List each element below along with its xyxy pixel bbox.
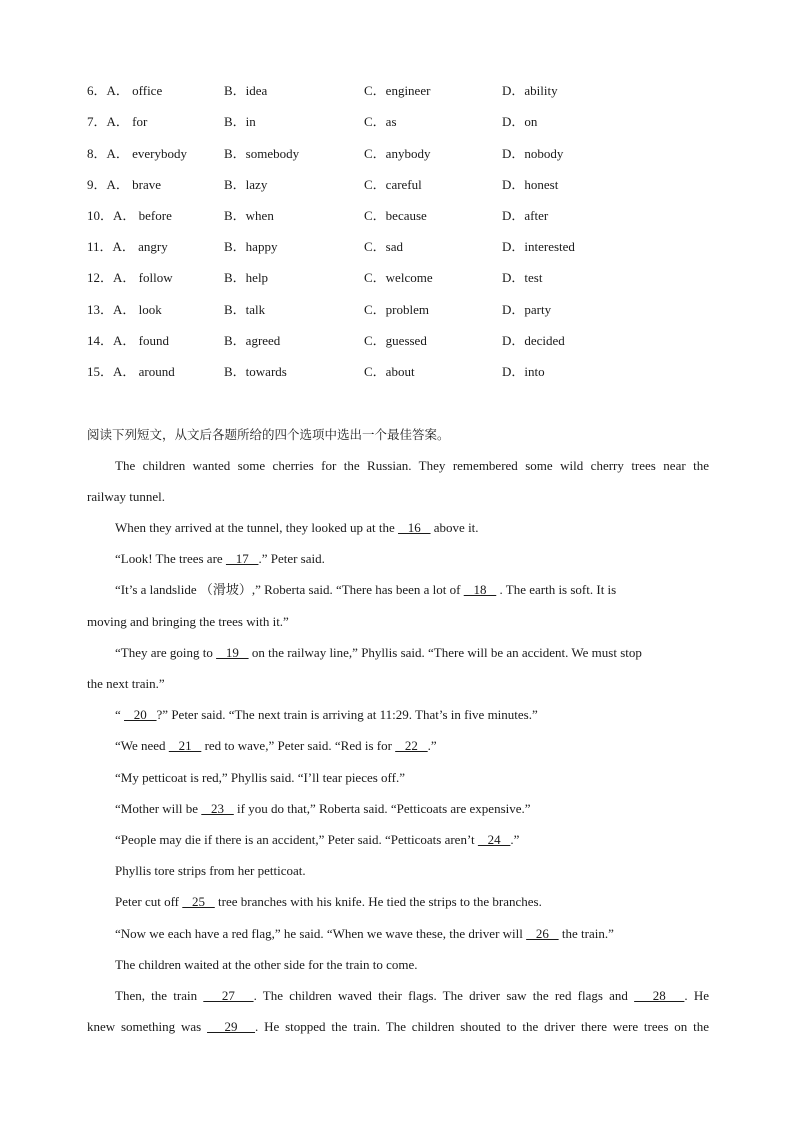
question-12-option-c: C．welcome <box>364 270 433 285</box>
passage-line: “Now we each have a red flag,” he said. “When we wave these, the driver will 26 the train.” <box>115 926 614 941</box>
passage-line: Peter cut off 25 tree branches with his knife. He tied the strips to the branches. <box>115 894 542 909</box>
blank-17: 17 <box>225 551 259 566</box>
blank-25: 25 <box>182 894 215 909</box>
blank-29: 29 <box>207 1019 256 1034</box>
passage-line: “They are going to 19 on the railway line,” Phyllis said. “There will be an accident. We must stop <box>115 645 642 660</box>
blank-28: 28 <box>634 988 685 1003</box>
question-15-option-d: D．into <box>502 364 545 379</box>
question-15-option-b: B．towards <box>224 364 287 379</box>
blank-18: 18 <box>463 582 497 597</box>
question-11-option-b: B．happy <box>224 239 278 254</box>
question-13-option-a: 13．A． look <box>87 302 162 317</box>
question-6-option-c: C．engineer <box>364 83 431 98</box>
question-10-option-c: C．because <box>364 208 427 223</box>
question-13-option-d: D．party <box>502 302 552 317</box>
question-6-option-b: B．idea <box>224 83 268 98</box>
question-14-option-c: C．guessed <box>364 333 427 348</box>
question-13-option-c: C．problem <box>364 302 429 317</box>
question-8-option-d: D．nobody <box>502 146 564 161</box>
question-9-option-b: B．lazy <box>224 177 268 192</box>
passage-line: “My petticoat is red,” Phyllis said. “I’ll tear pieces off.” <box>115 770 405 785</box>
passage-line: “We need 21 red to wave,” Peter said. “Red is for 22 .” <box>115 738 437 753</box>
question-10-option-b: B．when <box>224 208 274 223</box>
question-8-option-a: 8．A． everybody <box>87 146 188 161</box>
blank-23: 23 <box>201 801 234 816</box>
question-7-option-d: D．on <box>502 114 538 129</box>
question-7-option-b: B．in <box>224 114 256 129</box>
question-6-option-d: D．ability <box>502 83 558 98</box>
blank-19: 19 <box>216 645 249 660</box>
blank-21: 21 <box>168 738 202 753</box>
blank-26: 26 <box>526 926 559 941</box>
passage-line: the next train.” <box>87 676 165 691</box>
question-15-option-a: 15．A． around <box>87 364 175 379</box>
question-14-option-b: B．agreed <box>224 333 281 348</box>
question-7-option-c: C．as <box>364 114 397 129</box>
question-6-option-a: 6．A． office <box>87 83 163 98</box>
question-13-option-b: B．talk <box>224 302 266 317</box>
question-9-option-a: 9．A． brave <box>87 177 162 192</box>
question-15-option-c: C．about <box>364 364 415 379</box>
blank-27: 27 <box>203 988 254 1003</box>
passage-line: “People may die if there is an accident,” Peter said. “Petticoats aren’t 24 .” <box>115 832 520 847</box>
question-14-option-a: 14．A． found <box>87 333 169 348</box>
question-9-option-c: C．careful <box>364 177 422 192</box>
question-11-option-d: D．interested <box>502 239 575 254</box>
question-12-option-b: B．help <box>224 270 269 285</box>
passage-line: The children wanted some cherries for the Russian. They remembered some wild cherry trees near the <box>115 458 709 473</box>
passage-line: railway tunnel. <box>87 489 165 504</box>
question-10-option-a: 10．A． before <box>87 208 172 223</box>
question-8-option-c: C．anybody <box>364 146 431 161</box>
blank-20: 20 <box>124 707 157 722</box>
passage-line: “Look! The trees are 17 .” Peter said. <box>115 551 325 566</box>
question-14-option-d: D．decided <box>502 333 565 348</box>
question-11-option-c: C．sad <box>364 239 404 254</box>
question-10-option-d: D．after <box>502 208 549 223</box>
passage-line: knew something was 29 . He stopped the train. The children shouted to the driver there were trees on the <box>87 1019 709 1034</box>
passage-line: moving and bringing the trees with it.” <box>87 614 289 629</box>
blank-16: 16 <box>398 520 431 535</box>
question-12-option-a: 12．A． follow <box>87 270 173 285</box>
passage-line: “It’s a landslide （滑坡）,” Roberta said. “There has been a lot of 18 . The earth is soft. It is <box>115 582 617 597</box>
passage-line: “ 20 ?” Peter said. “The next train is arriving at 11:29. That’s in five minutes.” <box>115 707 538 722</box>
question-11-option-a: 11．A． angry <box>87 239 168 254</box>
passage-line: “Mother will be 23 if you do that,” Roberta said. “Petticoats are expensive.” <box>115 801 531 816</box>
blank-24: 24 <box>477 832 511 847</box>
reading-instruction: 阅读下列短文，从文后各题所给的四个选项中选出一个最佳答案。 <box>87 427 450 442</box>
passage-line: The children waited at the other side for the train to come. <box>115 957 418 972</box>
passage-line: When they arrived at the tunnel, they looked up at the 16 above it. <box>115 520 479 535</box>
blank-22: 22 <box>395 738 428 753</box>
question-8-option-b: B．somebody <box>224 146 300 161</box>
question-12-option-d: D．test <box>502 270 543 285</box>
passage-line: Phyllis tore strips from her petticoat. <box>115 863 306 878</box>
question-7-option-a: 7．A． for <box>87 114 148 129</box>
passage-line: Then, the train 27 . The children waved their flags. The driver saw the red flags and 28 . He <box>115 988 710 1003</box>
question-9-option-d: D．honest <box>502 177 559 192</box>
